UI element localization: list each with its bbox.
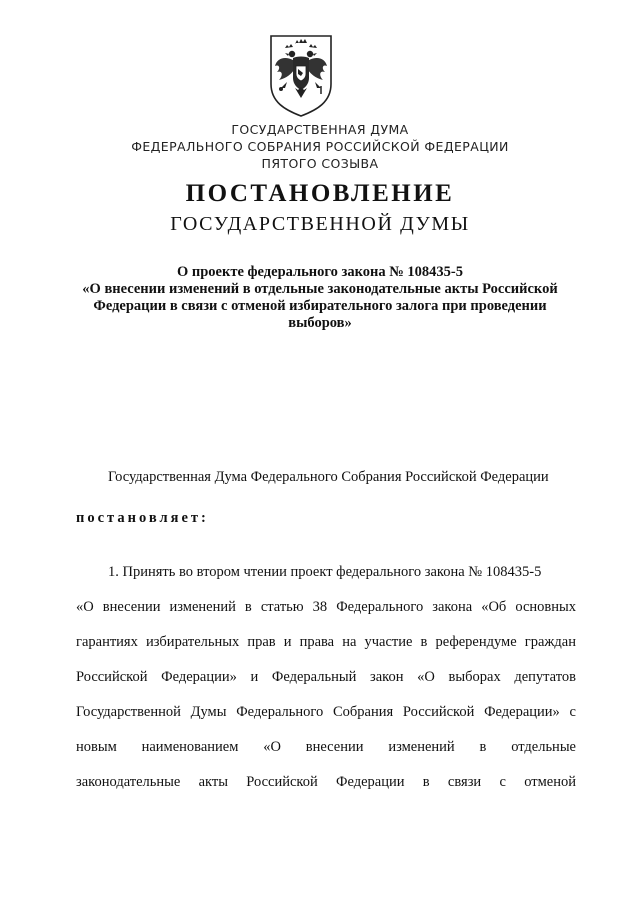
russian-coat-of-arms-icon [267,32,335,118]
item1-line: Российской Федерации» и Федеральный закон «О выборах депутатов [76,669,576,685]
item1-line: законодательные акты Российской Федерации в связи с отменой [76,774,576,790]
document-subtitle: ГОСУДАРСТВЕННОЙ ДУМЫ [170,213,470,235]
subject-line: выборов» [288,315,352,331]
item1-line: новым наименованием «О внесении изменений в отдельные [76,739,576,755]
item1-line: Государственной Думы Федерального Собрания Российской Федерации» с [76,704,576,720]
header-line-assembly: ФЕДЕРАЛЬНОГО СОБРАНИЯ РОССИЙСКОЙ ФЕДЕРАЦИИ [131,139,509,154]
subject-block [70,264,570,332]
header-line-convocation: ПЯТОГО СОЗЫВА [261,156,379,171]
document-title: ПОСТАНОВЛЕНИЕ [185,180,455,207]
item1-line: «О внесении изменений в статью 38 Федерального закона «Об основных [76,599,576,615]
intro-paragraph: Государственная Дума Федерального Собрания Российской Федерации [108,469,549,485]
item1-line: 1. Принять во втором чтении проект федерального закона № 108435-5 [108,564,542,580]
subject-line: «О внесении изменений в отдельные законодательные акты Российской [82,281,558,297]
resolves-word: постановляет: [76,510,209,526]
header-line-duma: ГОСУДАРСТВЕННАЯ ДУМА [231,122,409,137]
subject-line: Федерации в связи с отменой избирательного залога при проведении [93,298,547,314]
item1-line: гарантиях избирательных прав и права на участие в референдуме граждан [76,634,576,650]
subject-line: О проекте федерального закона № 108435-5 [176,264,464,280]
